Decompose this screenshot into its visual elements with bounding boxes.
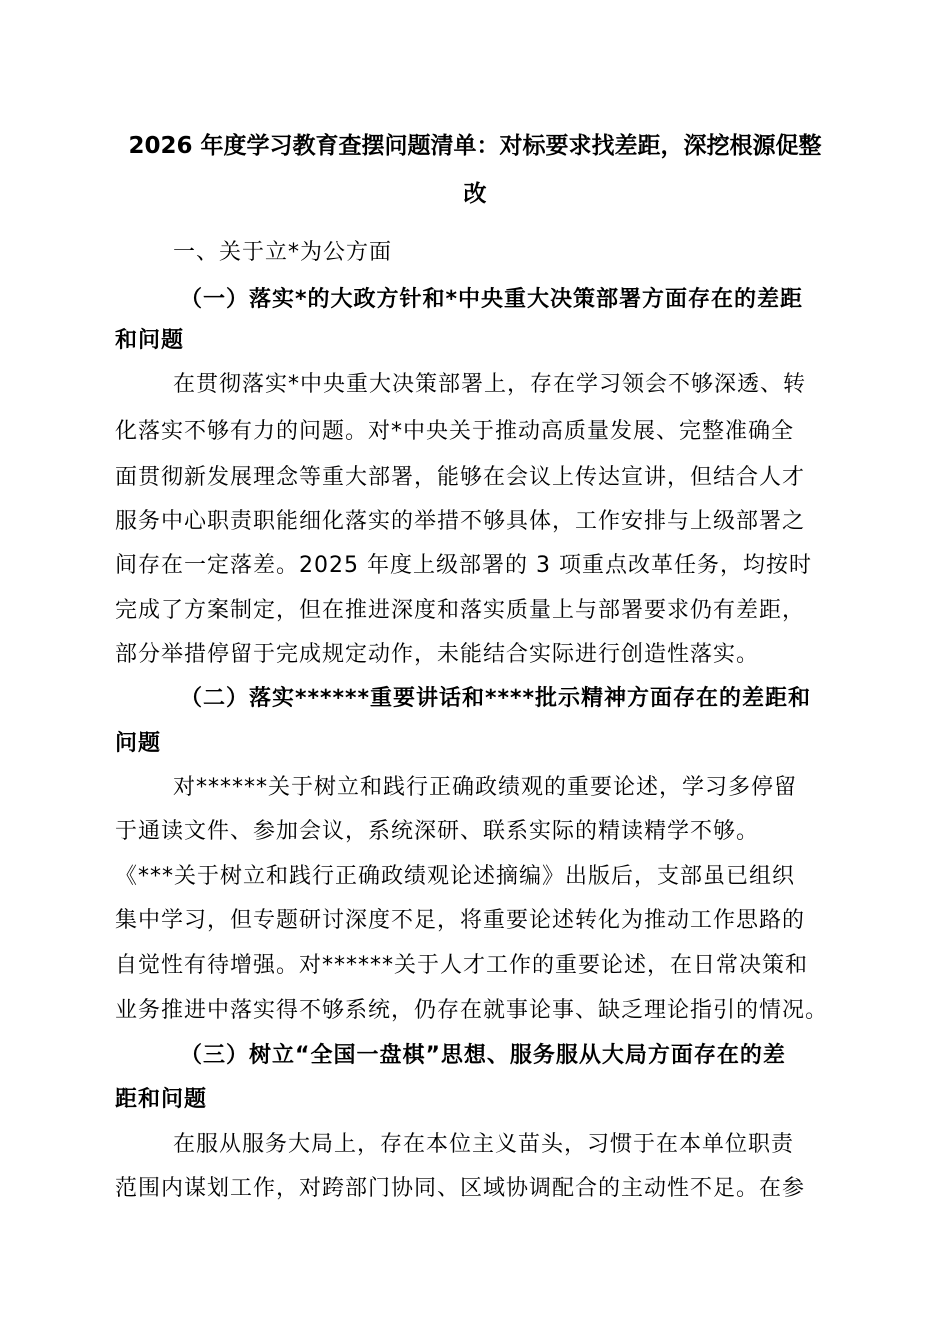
paragraph-line: 于通读文件、参加会议，系统深研、联系实际的精读精学不够。 xyxy=(115,819,760,844)
section-heading: 一、关于立*为公方面 xyxy=(173,240,393,265)
paragraph-line: 化落实不够有力的问题。对*中央关于推动高质量发展、完整准确全 xyxy=(115,419,795,444)
paragraph-line: 自觉性有待增强。对******关于人才工作的重要论述，在日常决策和 xyxy=(115,953,809,978)
subsection-heading: （一）落实*的大政方针和*中央重大决策部署方面存在的差距 xyxy=(180,287,804,312)
paragraph-line: 在贯彻落实*中央重大决策部署上，存在学习领会不够深透、转 xyxy=(173,372,807,397)
paragraph-line: 在服从服务大局上，存在本位主义苗头，习惯于在本单位职责 xyxy=(173,1132,795,1157)
subsection-heading-cont: 问题 xyxy=(115,731,162,756)
subsection-heading: （三）树立“全国一盘棋”思想、服务服从大局方面存在的差 xyxy=(180,1043,786,1068)
title-line: 改 xyxy=(463,181,487,207)
document-title xyxy=(100,122,850,218)
paragraph-line: 部分举措停留于完成规定动作，未能结合实际进行创造性落实。 xyxy=(115,642,760,667)
paragraph-line: 对******关于树立和践行正确政绩观的重要论述，学习多停留 xyxy=(173,775,798,800)
subsection-heading: （二）落实******重要讲话和****批示精神方面存在的差距和 xyxy=(180,686,812,711)
paragraph-line: 集中学习，但专题研讨深度不足，将重要论述转化为推动工作思路的 xyxy=(115,908,806,933)
subsection-heading-cont: 距和问题 xyxy=(115,1087,208,1112)
paragraph-line: 服务中心职责职能细化落实的举措不够具体，工作安排与上级部署之 xyxy=(115,509,806,534)
paragraph-line: 范围内谋划工作，对跨部门协同、区域协调配合的主动性不足。在参 xyxy=(115,1176,806,1201)
subsection-heading-cont: 和问题 xyxy=(115,328,185,353)
paragraph-line: 《***关于树立和践行正确政绩观论述摘编》出版后，支部虽已组织 xyxy=(115,864,796,889)
paragraph-line: 面贯彻新发展理念等重大部署，能够在会议上传达宣讲，但结合人才 xyxy=(115,465,806,490)
title-line: 2026 年度学习教育查摆问题清单：对标要求找差距，深挖根源促整 xyxy=(128,133,822,159)
paragraph-line: 间存在一定落差。2025 年度上级部署的 3 项重点改革任务，均按时 xyxy=(115,553,812,578)
paragraph-line: 完成了方案制定，但在推进深度和落实质量上与部署要求仍有差距， xyxy=(115,598,806,623)
paragraph-line: 业务推进中落实得不够系统，仍存在就事论事、缺乏理论指引的情况。 xyxy=(115,998,829,1023)
